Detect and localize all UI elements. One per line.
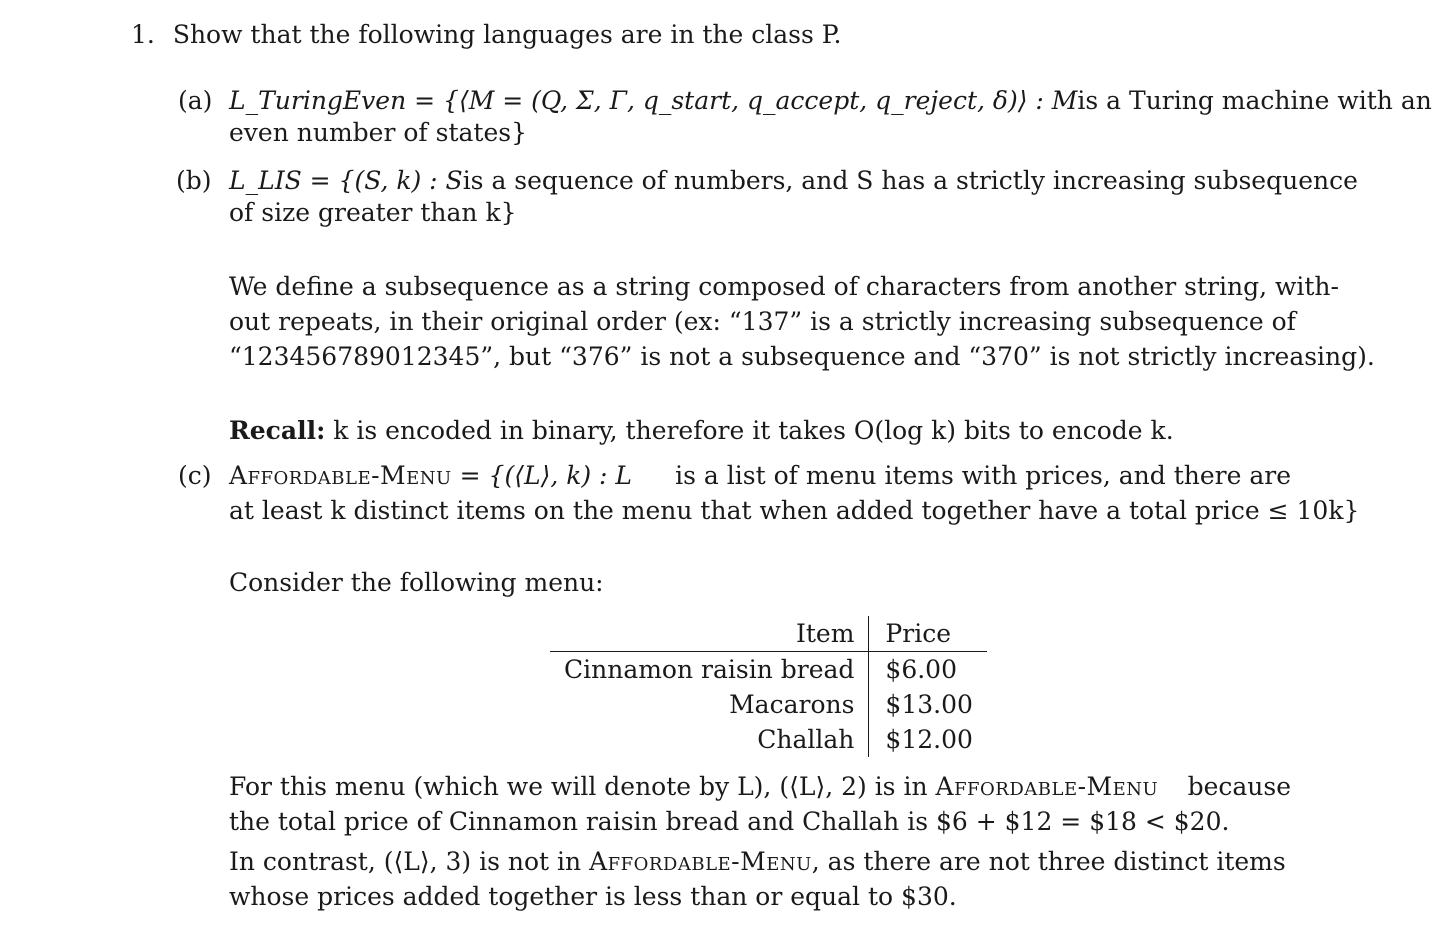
affordable-menu-name-ref-2: Affordable-Menu <box>589 847 812 876</box>
definition-line-2: out repeats, in their original order (ex: “137” is a strictly increasing subsequence of <box>229 307 1296 336</box>
example-line-1-b: because <box>1187 772 1291 801</box>
part-b-math: L_LIS = {(S, k) : S <box>229 166 463 195</box>
part-b-text: is a sequence of numbers, and S has a strictly increasing subsequence <box>462 166 1358 195</box>
example-line-3-b: , as there are not three distinct items <box>811 847 1286 876</box>
problem-heading <box>131 20 842 49</box>
part-b-line-1 <box>229 166 1358 195</box>
affordable-menu-name-ref-1: Affordable-Menu <box>935 772 1159 801</box>
table-row <box>550 722 987 757</box>
menu-item-price: $12.00 <box>885 725 973 754</box>
menu-header-item: Item <box>550 616 869 652</box>
part-c-label: (c) <box>178 461 212 490</box>
menu-item-price: $13.00 <box>885 690 973 719</box>
part-c-line-2: at least k distinct items on the menu that when added together have a total price ≤ 10k} <box>229 496 1360 525</box>
consider-text: Consider the following menu: <box>229 568 604 597</box>
menu-item-name: Challah <box>550 722 869 757</box>
table-row <box>550 687 987 722</box>
part-c-text: is a list of menu items with prices, and there are <box>675 461 1291 490</box>
recall-paragraph <box>229 416 1174 445</box>
example-line-1-a: For this menu (which we will denote by L), (⟨L⟩, 2) is in <box>229 772 928 801</box>
part-a-line-2: even number of states} <box>229 118 527 147</box>
part-c-math: = {(⟨L⟩, k) : L <box>459 461 633 490</box>
recall-text: k is encoded in binary, therefore it takes O(log k) bits to encode k. <box>333 416 1174 445</box>
menu-table-header-row <box>550 616 987 652</box>
menu-item-name: Macarons <box>550 687 869 722</box>
example-line-1 <box>229 772 1291 801</box>
table-row <box>550 652 987 688</box>
definition-line-1: We define a subsequence as a string composed of characters from another string, with- <box>229 272 1339 301</box>
recall-label: Recall: <box>229 416 326 445</box>
part-a-line-1 <box>229 86 1432 115</box>
part-a-math: L_TuringEven = {⟨M = (Q, Σ, Γ, q_start, q_accept, q_reject, δ)⟩ : M <box>229 86 1078 115</box>
menu-header-price: Price <box>885 619 951 648</box>
menu-item-name: Cinnamon raisin bread <box>550 652 869 688</box>
affordable-menu-name: Affordable-Menu <box>229 461 452 490</box>
example-line-2: the total price of Cinnamon raisin bread and Challah is $6 + $12 = $18 < $20. <box>229 807 1230 836</box>
definition-line-3: “123456789012345”, but “376” is not a subsequence and “370” is not strictly increasing). <box>229 342 1375 371</box>
problem-number: 1. <box>131 20 155 49</box>
menu-table <box>550 616 987 757</box>
example-line-3 <box>229 847 1286 876</box>
part-b-line-2: of size greater than k} <box>229 198 517 227</box>
example-line-3-a: In contrast, (⟨L⟩, 3) is not in <box>229 847 582 876</box>
part-c-line-1 <box>229 461 1291 490</box>
part-a-text: is a Turing machine with an <box>1077 86 1432 115</box>
example-line-4: whose prices added together is less than or equal to $30. <box>229 882 957 911</box>
part-a-label: (a) <box>178 86 213 115</box>
menu-item-price: $6.00 <box>885 655 957 684</box>
problem-statement: Show that the following languages are in the class P. <box>172 20 842 49</box>
part-b-label: (b) <box>176 166 212 195</box>
